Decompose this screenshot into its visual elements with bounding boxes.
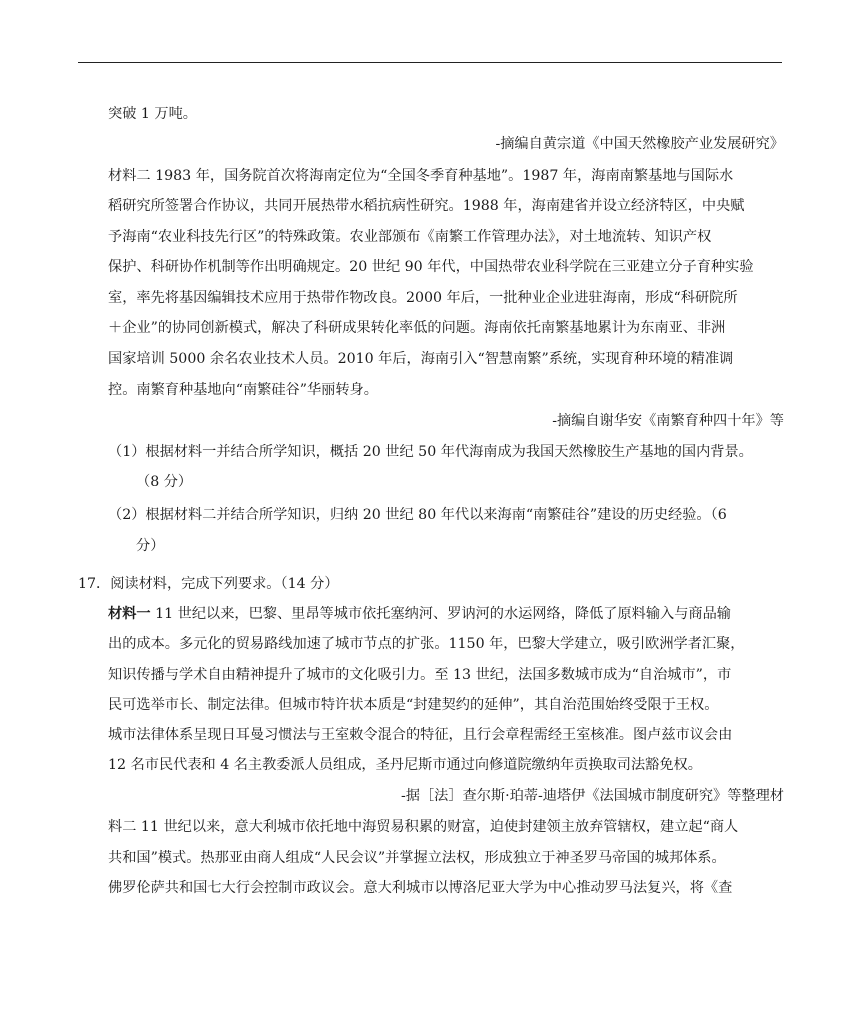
text-line: 12 名市民代表和 4 名主教委派人员组成，圣丹尼斯市通过向修道院缴纳年贡换取司法豁免权。 <box>108 757 702 773</box>
source-citation: -摘编自黄宗道《中国天然橡胶产业发展研究》 <box>495 136 784 152</box>
question-2-score: 分） <box>136 538 165 554</box>
text-line: 出的成本。多元化的贸易路线加速了城市节点的扩张。1150 年，巴黎大学建立，吸引欧洲学者汇聚， <box>108 636 745 652</box>
text-line: 室，率先将基因编辑技术应用于热带作物改良。2000 年后，一批种业企业进驻海南，形成“科研院所 <box>108 290 738 306</box>
text-line: 共和国”模式。热那亚由商人组成“人民会议”并掌握立法权，形成独立于神圣罗马帝国的城邦体系。 <box>108 850 726 866</box>
text-line: 控。南繁育种基地向“南繁硅谷”华丽转身。 <box>108 382 378 398</box>
text-line: 材料二 1983 年，国务院首次将海南定位为“全国冬季育种基地”。1987 年，海南南繁基地与国际水 <box>108 168 734 184</box>
text-line: 稻研究所签署合作协议，共同开展热带水稻抗病性研究。1988 年，海南建省并设立经济特区，中央赋 <box>108 198 745 214</box>
text-line: 民可选举市长、制定法律。但城市特许状本质是“封建契约的延伸”，其自治范围始终受限于王权。 <box>108 697 719 713</box>
question-17-heading: 17．阅读材料，完成下列要求。（14 分） <box>78 576 339 592</box>
source-citation: -摘编自谢华安《南繁育种四十年》等 <box>552 413 784 429</box>
text-line: 知识传播与学术自由精神提升了城市的文化吸引力。至 13 世纪，法国多数城市成为“自治城市”，市 <box>108 667 732 683</box>
material-one-para <box>108 604 731 624</box>
text-line: ＋企业”的协同创新模式，解决了科研成果转化率低的问题。海南依托南繁基地累计为东南亚、非洲 <box>108 320 726 336</box>
header-rule <box>78 62 782 63</box>
question-2: （2）根据材料二并结合所学知识，归纳 20 世纪 80 年代以来海南“南繁硅谷”建设的历史经验。（6 <box>108 507 727 523</box>
question-1-score: （8 分） <box>136 474 193 490</box>
source-citation: -据［法］查尔斯·珀蒂-迪塔伊《法国城市制度研究》等整理材 <box>401 788 784 804</box>
text-line: 11 世纪以来，巴黎、里昂等城市依托塞纳河、罗讷河的水运网络，降低了原料输入与商品输 <box>150 606 731 622</box>
text-line: 城市法律体系呈现日耳曼习惯法与王室敕令混合的特征，且行会章程需经王室核准。图卢兹市议会由 <box>108 727 733 743</box>
text-line: 国家培训 5000 余名农业技术人员。2010 年后，海南引入“智慧南繁”系统，实现育种环境的精准调 <box>108 351 734 367</box>
text-line: 料二 11 世纪以来，意大利城市依托地中海贸易积累的财富，迫使封建领主放弃管辖权，建立起“商人 <box>108 819 739 835</box>
text-line: 保护、科研协作机制等作出明确规定。20 世纪 90 年代，中国热带农业科学院在三亚建立分子育种实验 <box>108 259 754 275</box>
question-1: （1）根据材料一并结合所学知识，概括 20 世纪 50 年代海南成为我国天然橡胶生产基地的国内背景。 <box>108 444 753 460</box>
material-one-label: 材料一 <box>108 606 151 622</box>
text-line: 予海南“农业科技先行区”的特殊政策。农业部颁布《南繁工作管理办法》，对土地流转、知识产权 <box>108 229 712 245</box>
text-line: 佛罗伦萨共和国七大行会控制市政议会。意大利城市以博洛尼亚大学为中心推动罗马法复兴，将《查 <box>108 880 733 896</box>
text-line: 突破 1 万吨。 <box>108 106 197 122</box>
